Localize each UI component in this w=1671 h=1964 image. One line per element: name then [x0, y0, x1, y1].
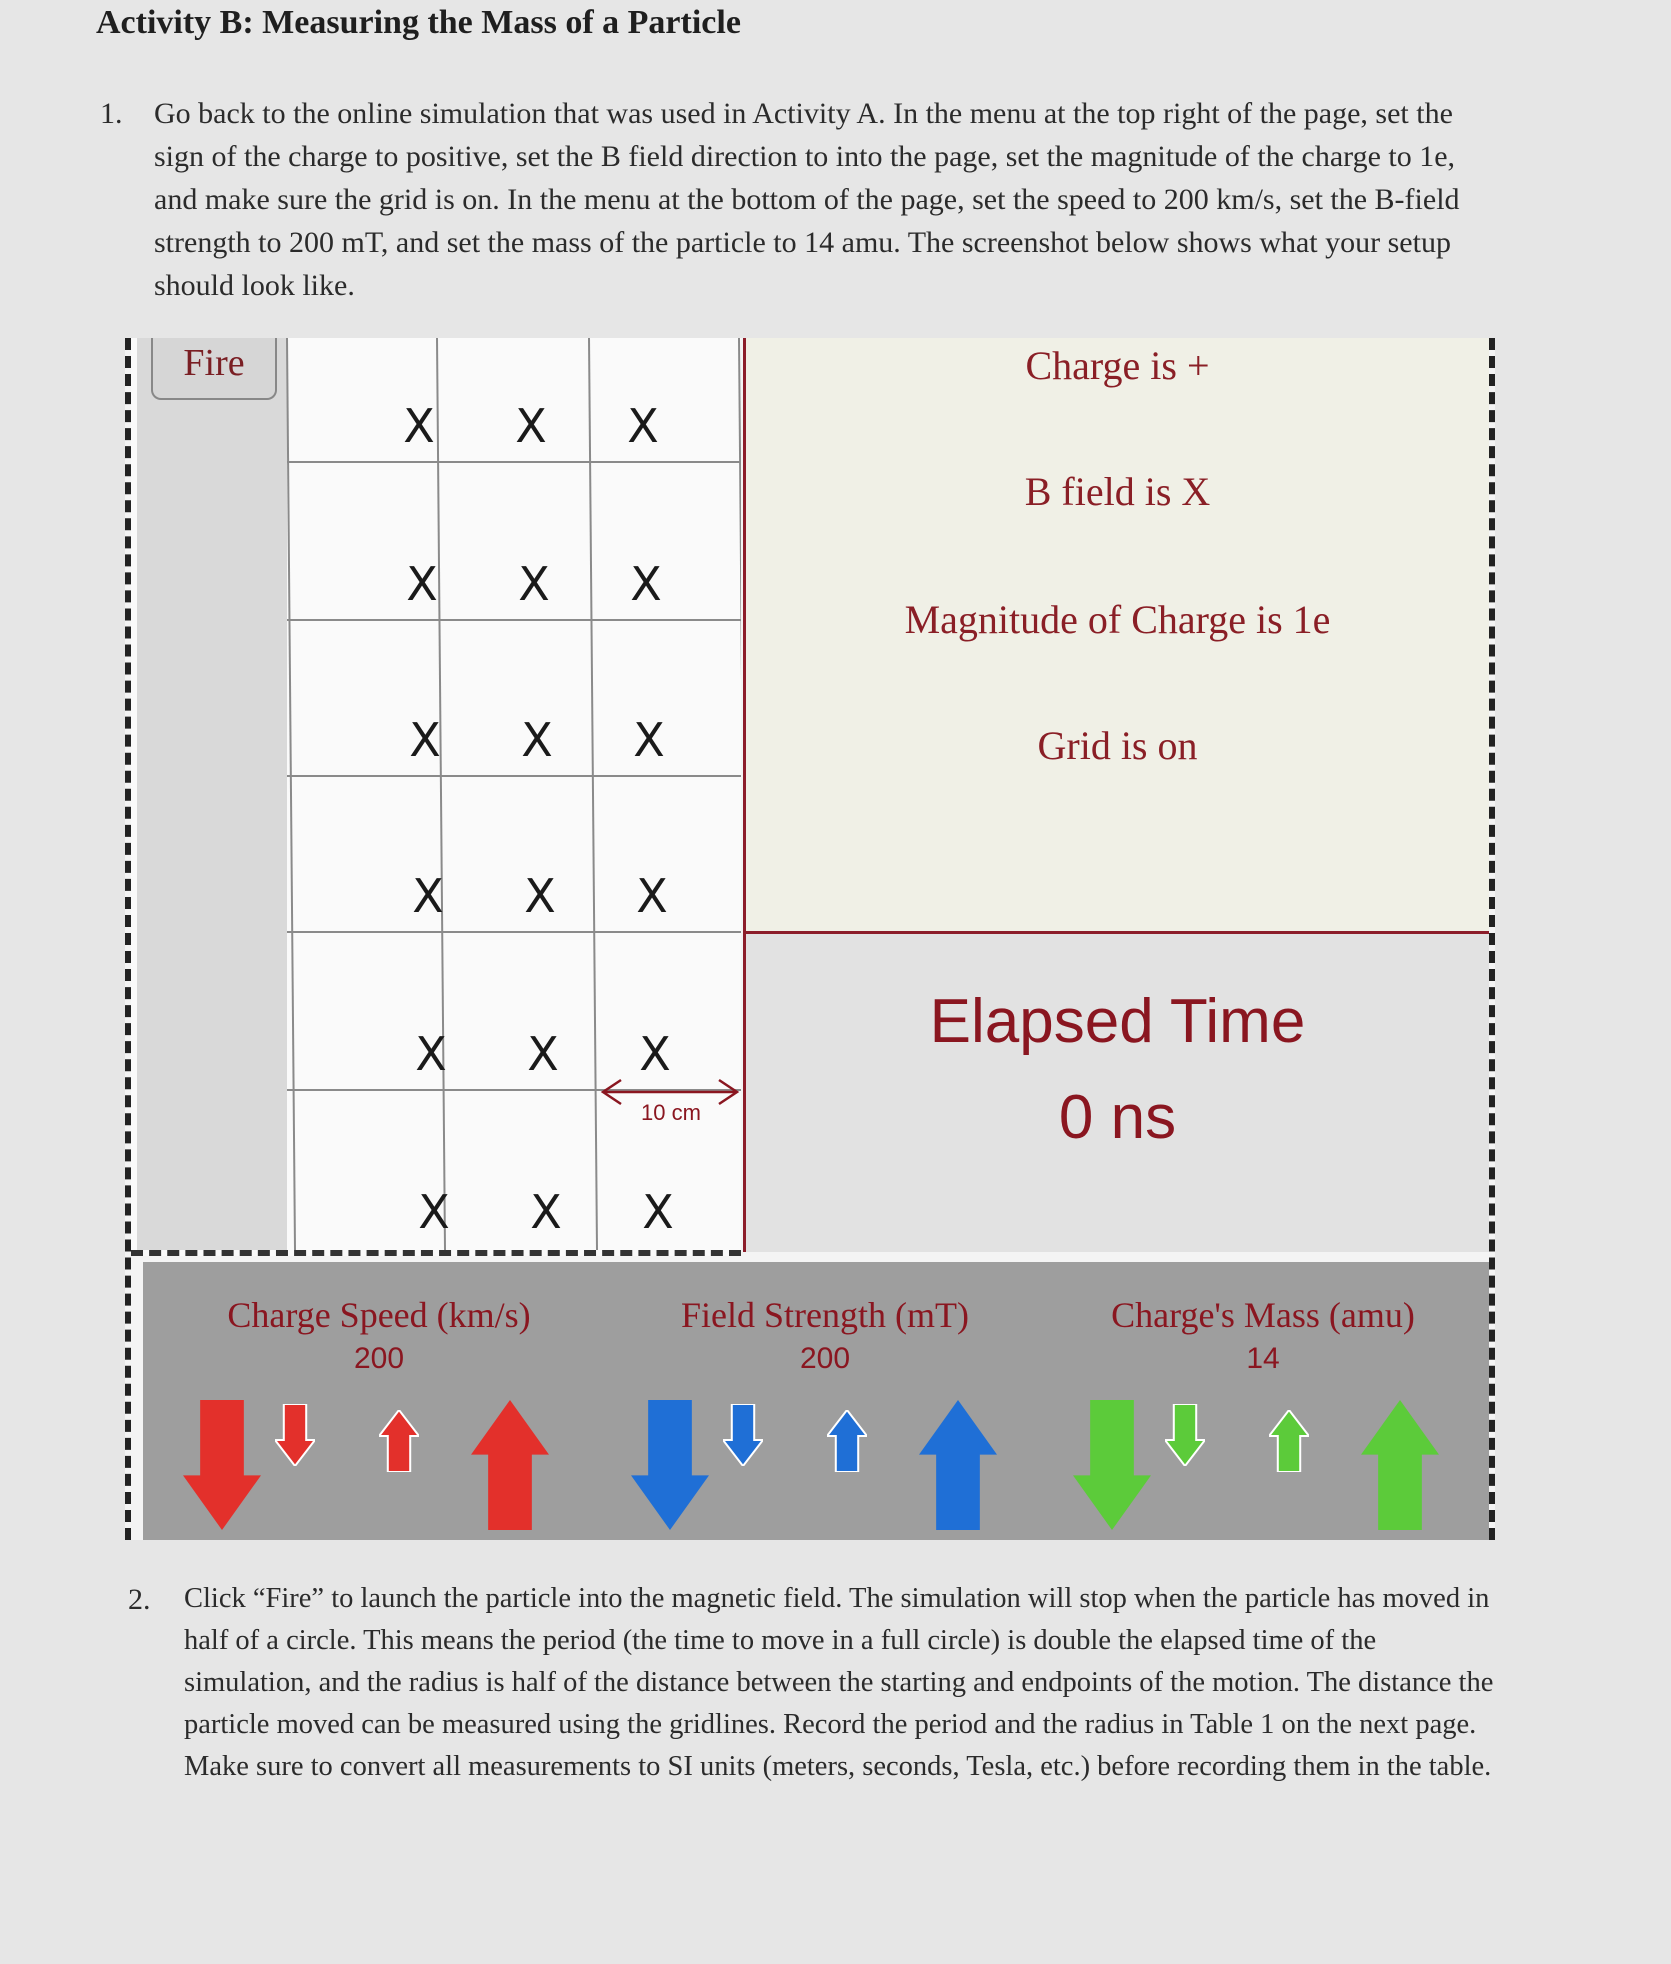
step-number: 1. — [100, 97, 123, 130]
speed-large-decrease-arrow-icon[interactable] — [183, 1400, 261, 1530]
speed-large-increase-arrow-icon[interactable] — [471, 1400, 549, 1530]
charge-sign-text[interactable]: Charge is + — [1025, 343, 1210, 388]
field-strength-large-decrease-arrow-icon[interactable] — [631, 1400, 709, 1530]
field-x-marker: X — [639, 1027, 671, 1081]
field-x-marker: X — [403, 399, 435, 453]
field-x-marker: X — [518, 557, 550, 611]
elapsed-time-panel — [743, 934, 1489, 1252]
settings-panel — [743, 338, 1489, 934]
field-x-marker: X — [642, 1185, 674, 1239]
simulation-screenshot — [125, 338, 1495, 1540]
field-strength-label: Field Strength (mT) — [681, 1295, 969, 1335]
grid-line-vertical — [437, 338, 445, 1250]
mass-large-increase-arrow-icon[interactable] — [1361, 1400, 1439, 1530]
elapsed-time-label: Elapsed Time — [929, 987, 1306, 1056]
mass-large-decrease-arrow-icon[interactable] — [1073, 1400, 1151, 1530]
field-x-marker: X — [515, 399, 547, 453]
activity-heading: Activity B: Measuring the Mass of a Particle — [96, 4, 741, 41]
speed-label: Charge Speed (km/s) — [227, 1295, 531, 1335]
field-x-marker: X — [418, 1185, 450, 1239]
mass-value: 14 — [1246, 1342, 1280, 1375]
grid-status-text[interactable]: Grid is on — [1037, 723, 1198, 768]
charge-magnitude-text[interactable]: Magnitude of Charge is 1e — [904, 597, 1331, 642]
field-x-marker: X — [630, 557, 662, 611]
speed-value: 200 — [353, 1342, 405, 1375]
field-x-marker: X — [530, 1185, 562, 1239]
field-strength-value: 200 — [799, 1342, 851, 1375]
mass-label: Charge's Mass (amu) — [1111, 1295, 1415, 1335]
field-x-marker: X — [527, 1027, 559, 1081]
step-2 — [128, 1578, 1498, 1878]
control-bar — [143, 1262, 1489, 1540]
step-text: Click “Fire” to launch the particle into the magnetic field. The simulation will stop when the particle has moved in half of a circle. This means the period (the time to move in a full circle) is double the elapsed time of the simulation, and the radius is half of the distance between the starting and endpoints of the motion. The distance the particle moved can be measured using the gridlines. Record the period and the radius in Table 1 on the next page. Make sure to convert all measurements to SI units (meters, seconds, Tesla, etc.) before recording them in the table. — [184, 1583, 1494, 1782]
field-x-marker: X — [636, 869, 668, 923]
step-number: 2. — [128, 1583, 151, 1616]
magnetic-field-area — [131, 338, 741, 1256]
field-strength-small-decrease-arrow-icon[interactable] — [723, 1404, 763, 1466]
elapsed-time-value: 0 ns — [1058, 1083, 1177, 1152]
fire-button[interactable]: Fire — [151, 338, 277, 400]
b-field-text[interactable]: B field is X — [1024, 469, 1211, 514]
field-x-marker: X — [627, 399, 659, 453]
step-text: Go back to the online simulation that was used in Activity A. In the menu at the top right of the page, set the sign of the charge to positive, set the B field direction to into the page, set the magnitude of the charge to 1e, and make sure the grid is on. In the menu at the bottom of the page, set the speed to 200 km/s, set the B-field strength to 200 mT, and set the mass of the particle to 14 amu. The screenshot below shows what your setup should look like. — [154, 97, 1460, 302]
field-x-marker: X — [633, 713, 665, 767]
field-x-marker: X — [412, 869, 444, 923]
mass-small-decrease-arrow-icon[interactable] — [1165, 1404, 1205, 1466]
field-x-marker: X — [524, 869, 556, 923]
field-strength-small-increase-arrow-icon[interactable] — [827, 1410, 867, 1472]
mass-small-increase-arrow-icon[interactable] — [1269, 1410, 1309, 1472]
speed-small-decrease-arrow-icon[interactable] — [275, 1404, 315, 1466]
speed-small-increase-arrow-icon[interactable] — [379, 1410, 419, 1472]
field-x-marker: X — [415, 1027, 447, 1081]
step-1 — [100, 92, 1490, 322]
field-x-marker: X — [521, 713, 553, 767]
grid-line-vertical — [287, 338, 295, 1250]
field-x-marker: X — [406, 557, 438, 611]
field-x-marker: X — [409, 713, 441, 767]
field-strength-large-increase-arrow-icon[interactable] — [919, 1400, 997, 1530]
grid-line-vertical — [739, 338, 741, 1250]
field-grid — [131, 338, 741, 1250]
grid-line-vertical — [589, 338, 597, 1250]
scale-label: 10 cm — [641, 1100, 701, 1125]
